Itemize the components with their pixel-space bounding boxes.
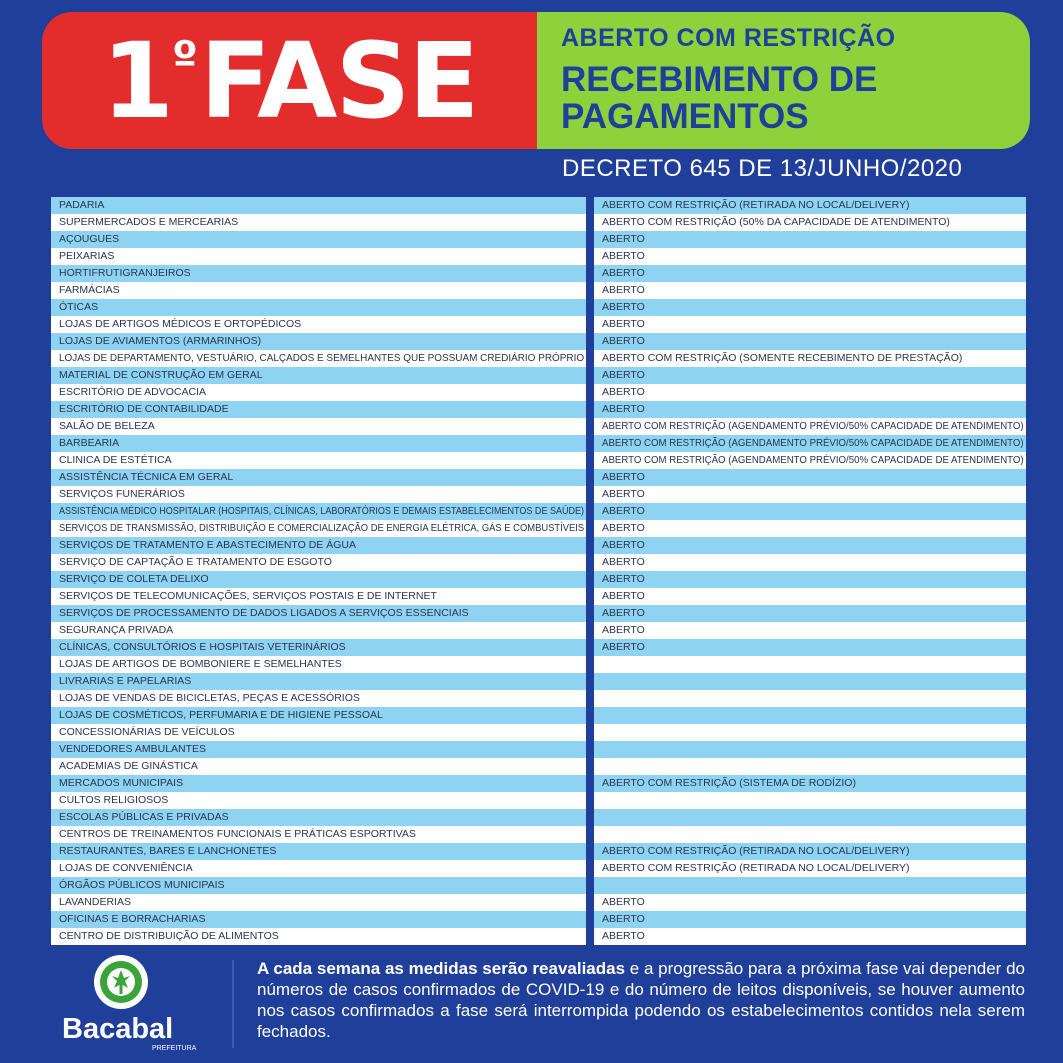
column-gap [586,316,594,333]
decree-label: DECRETO 645 DE 13/JUNHO/2020 [562,155,963,182]
status-cell [594,809,1026,826]
establishment-cell: VENDEDORES AMBULANTES [51,741,586,758]
table-row [51,656,1026,673]
column-gap [586,265,594,282]
establishment-cell: LOJAS DE ARTIGOS MÉDICOS E ORTOPÉDICOS [51,316,586,333]
status-cell: ABERTO COM RESTRIÇÃO (AGENDAMENTO PRÉVIO/50% CAPACIDADE DE ATENDIMENTO) [594,418,1026,435]
column-gap [586,724,594,741]
column-gap [586,826,594,843]
establishment-cell: ESCOLAS PÚBLICAS E PRIVADAS [51,809,586,826]
column-gap [586,401,594,418]
column-gap [586,282,594,299]
column-gap [586,435,594,452]
table-row [51,350,1026,367]
status-cell: ABERTO [594,537,1026,554]
table-row [51,877,1026,894]
status-cell: ABERTO [594,503,1026,520]
status-cell: ABERTO [594,384,1026,401]
establishment-cell: HORTIFRUTIGRANJEIROS [51,265,586,282]
table-row [51,299,1026,316]
table-row [51,367,1026,384]
column-gap [586,622,594,639]
establishment-cell: ASSISTÊNCIA TÉCNICA EM GERAL [51,469,586,486]
column-gap [586,554,594,571]
logo-name: Bacabal [62,1013,174,1045]
establishment-cell: SALÃO DE BELEZA [51,418,586,435]
footer-divider [232,960,234,1048]
column-gap [586,911,594,928]
table-row [51,809,1026,826]
column-gap [586,741,594,758]
establishment-cell: SERVIÇO DE COLETA DELIXO [51,571,586,588]
establishment-cell: ÓTICAS [51,299,586,316]
establishment-cell: LIVRARIAS E PAPELARIAS [51,673,586,690]
phase-number: 1 [101,19,172,142]
status-cell: ABERTO COM RESTRIÇÃO (RETIRADA NO LOCAL/DELIVERY) [594,197,1026,214]
status-cell: ABERTO [594,469,1026,486]
table-row [51,690,1026,707]
phase-subtitle-line1: RECEBIMENTO DE [561,60,878,99]
column-gap [586,707,594,724]
status-cell: ABERTO [594,520,1026,537]
footer-note [257,958,1025,1042]
column-gap [586,809,594,826]
establishment-cell: LOJAS DE ARTIGOS DE BOMBONIERE E SEMELHANTES [51,656,586,673]
establishment-cell: SUPERMERCADOS E MERCEARIAS [51,214,586,231]
bacabal-logo [58,952,208,1052]
establishment-cell: OFICINAS E BORRACHARIAS [51,911,586,928]
status-cell [594,690,1026,707]
status-cell: ABERTO [594,316,1026,333]
column-gap [586,605,594,622]
establishment-cell: SERVIÇOS DE TRATAMENTO E ABASTECIMENTO DE ÁGUA [51,537,586,554]
establishment-cell: CLÍNICAS, CONSULTÓRIOS E HOSPITAIS VETERINÁRIOS [51,639,586,656]
column-gap [586,214,594,231]
status-cell: ABERTO [594,605,1026,622]
establishment-cell: BARBEARIA [51,435,586,452]
phase-word: FASE [199,19,478,142]
table-row [51,843,1026,860]
establishment-cell: LOJAS DE COSMÉTICOS, PERFUMARIA E DE HIGIENE PESSOAL [51,707,586,724]
table-row [51,469,1026,486]
table-row [51,316,1026,333]
status-cell: ABERTO [594,639,1026,656]
table-row [51,792,1026,809]
status-cell: ABERTO COM RESTRIÇÃO (RETIRADA NO LOCAL/DELIVERY) [594,860,1026,877]
column-gap [586,248,594,265]
column-gap [586,384,594,401]
column-gap [586,299,594,316]
table-row [51,384,1026,401]
establishment-cell: SERVIÇOS DE TELECOMUNICAÇÕES, SERVIÇOS POSTAIS E DE INTERNET [51,588,586,605]
column-gap [586,486,594,503]
status-cell: ABERTO [594,911,1026,928]
table-row [51,826,1026,843]
column-gap [586,469,594,486]
establishment-cell: LOJAS DE CONVENIÊNCIA [51,860,586,877]
establishment-cell: MERCADOS MUNICIPAIS [51,775,586,792]
status-cell: ABERTO COM RESTRIÇÃO (AGENDAMENTO PRÉVIO/50% CAPACIDADE DE ATENDIMENTO) [594,452,1026,469]
table-row [51,401,1026,418]
table-row [51,248,1026,265]
status-cell: ABERTO COM RESTRIÇÃO (SISTEMA DE RODÍZIO) [594,775,1026,792]
column-gap [586,197,594,214]
establishment-cell: SERVIÇO DE CAPTAÇÃO E TRATAMENTO DE ESGOTO [51,554,586,571]
phase-description-panel [537,12,1030,149]
status-cell: ABERTO [594,299,1026,316]
column-gap [586,843,594,860]
establishment-cell: LOJAS DE AVIAMENTOS (ARMARINHOS) [51,333,586,350]
table-row [51,333,1026,350]
table-row [51,554,1026,571]
phase-title [101,19,478,142]
logo-caption: PREFEITURA [152,1045,197,1052]
establishment-cell: SERVIÇOS DE TRANSMISSÃO, DISTRIBUIÇÃO E COMERCIALIZAÇÃO DE ENERGIA ELÉTRICA, GÁS E COMBUSTÍVEIS [51,520,586,537]
column-gap [586,333,594,350]
table-row [51,452,1026,469]
table-row [51,537,1026,554]
column-gap [586,231,594,248]
status-cell: ABERTO [594,894,1026,911]
column-gap [586,775,594,792]
establishment-cell: ESCRITÓRIO DE ADVOCACIA [51,384,586,401]
status-cell: ABERTO [594,588,1026,605]
status-cell: ABERTO COM RESTRIÇÃO (AGENDAMENTO PRÉVIO/50% CAPACIDADE DE ATENDIMENTO) [594,435,1026,452]
table-row [51,520,1026,537]
establishment-cell: AÇOUGUES [51,231,586,248]
column-gap [586,367,594,384]
status-cell: ABERTO COM RESTRIÇÃO (RETIRADA NO LOCAL/DELIVERY) [594,843,1026,860]
table-row [51,673,1026,690]
table-row [51,435,1026,452]
status-cell: ABERTO [594,928,1026,945]
status-cell: ABERTO [594,571,1026,588]
table-row [51,860,1026,877]
establishment-cell: CENTROS DE TREINAMENTOS FUNCIONAIS E PRÁTICAS ESPORTIVAS [51,826,586,843]
status-cell: ABERTO [594,367,1026,384]
status-cell: ABERTO [594,554,1026,571]
establishment-cell: LAVANDERIAS [51,894,586,911]
status-cell: ABERTO COM RESTRIÇÃO (50% DA CAPACIDADE DE ATENDIMENTO) [594,214,1026,231]
column-gap [586,639,594,656]
table-row [51,741,1026,758]
establishment-cell: FARMÁCIAS [51,282,586,299]
status-cell [594,673,1026,690]
establishment-cell: SEGURANÇA PRIVADA [51,622,586,639]
column-gap [586,520,594,537]
establishments-table [51,197,1026,945]
status-cell [594,741,1026,758]
table-row [51,894,1026,911]
table-row [51,724,1026,741]
status-cell: ABERTO [594,231,1026,248]
table-row [51,197,1026,214]
status-cell: ABERTO COM RESTRIÇÃO (SOMENTE RECEBIMENTO DE PRESTAÇÃO) [594,350,1026,367]
status-cell: ABERTO [594,486,1026,503]
column-gap [586,452,594,469]
establishment-cell: CONCESSIONÁRIAS DE VEÍCULOS [51,724,586,741]
footer-bold: A cada semana as medidas serão reavaliadas [257,959,626,978]
establishment-cell: CULTOS RELIGIOSOS [51,792,586,809]
column-gap [586,690,594,707]
establishment-cell: SERVIÇOS FUNERÁRIOS [51,486,586,503]
table-row [51,231,1026,248]
establishment-cell: CLINICA DE ESTÉTICA [51,452,586,469]
status-cell: ABERTO [594,401,1026,418]
table-row [51,775,1026,792]
establishment-cell: RESTAURANTES, BARES E LANCHONETES [51,843,586,860]
status-cell [594,792,1026,809]
column-gap [586,571,594,588]
table-row [51,911,1026,928]
establishment-cell: MATERIAL DE CONSTRUÇÃO EM GERAL [51,367,586,384]
table-row [51,571,1026,588]
status-cell: ABERTO [594,248,1026,265]
status-cell [594,826,1026,843]
table-row [51,639,1026,656]
column-gap [586,588,594,605]
status-cell [594,707,1026,724]
table-row [51,928,1026,945]
column-gap [586,758,594,775]
table-row [51,707,1026,724]
column-gap [586,877,594,894]
table-row [51,588,1026,605]
status-cell [594,758,1026,775]
establishment-cell: CENTRO DE DISTRIBUIÇÃO DE ALIMENTOS [51,928,586,945]
table-row [51,214,1026,231]
column-gap [586,537,594,554]
establishment-cell: LOJAS DE DEPARTAMENTO, VESTUÁRIO, CALÇADOS E SEMELHANTES QUE POSSUAM CREDIÁRIO PRÓPRIO [51,350,586,367]
table-row [51,418,1026,435]
table-row [51,622,1026,639]
establishment-cell: ASSISTÊNCIA MÉDICO HOSPITALAR (HOSPITAIS, CLÍNICAS, LABORATÓRIOS E DEMAIS ESTABELECIMENTOS DE SAÚDE) [51,503,586,520]
column-gap [586,928,594,945]
logo-emblem [94,955,148,1009]
status-cell [594,724,1026,741]
column-gap [586,673,594,690]
column-gap [586,656,594,673]
column-gap [586,350,594,367]
status-cell [594,656,1026,673]
phase-number-panel [42,12,537,149]
column-gap [586,860,594,877]
footer-body: e a progressão para a próxima fase vai depender do números de casos confirmados de COVID-19 e do número de leitos disponíveis, se houver aumento nos casos confirmados a fase será interrompida podendo os estabelecimentos contidos nela serem fechados. [257,959,1025,1041]
column-gap [586,418,594,435]
table-row [51,282,1026,299]
column-gap [586,792,594,809]
table-row [51,758,1026,775]
establishment-cell: PEIXARIAS [51,248,586,265]
table-row [51,605,1026,622]
establishment-cell: ÓRGÃOS PÚBLICOS MUNICIPAIS [51,877,586,894]
status-cell: ABERTO [594,622,1026,639]
status-cell [594,877,1026,894]
establishment-cell: PADARIA [51,197,586,214]
column-gap [586,503,594,520]
phase-subtitle-line2: PAGAMENTOS [561,97,809,136]
table-row [51,265,1026,282]
establishment-cell: ESCRITÓRIO DE CONTABILIDADE [51,401,586,418]
table-row [51,503,1026,520]
column-gap [586,894,594,911]
status-cell: ABERTO [594,333,1026,350]
phase-banner [42,12,1030,149]
table-row [51,486,1026,503]
establishment-cell: ACADEMIAS DE GINÁSTICA [51,758,586,775]
phase-ordinal: º [171,30,196,85]
status-cell: ABERTO [594,265,1026,282]
phase-status: ABERTO COM RESTRIÇÃO [561,24,896,52]
establishment-cell: SERVIÇOS DE PROCESSAMENTO DE DADOS LIGADOS A SERVIÇOS ESSENCIAIS [51,605,586,622]
status-cell: ABERTO [594,282,1026,299]
establishment-cell: LOJAS DE VENDAS DE BICICLETAS, PEÇAS E ACESSÓRIOS [51,690,586,707]
